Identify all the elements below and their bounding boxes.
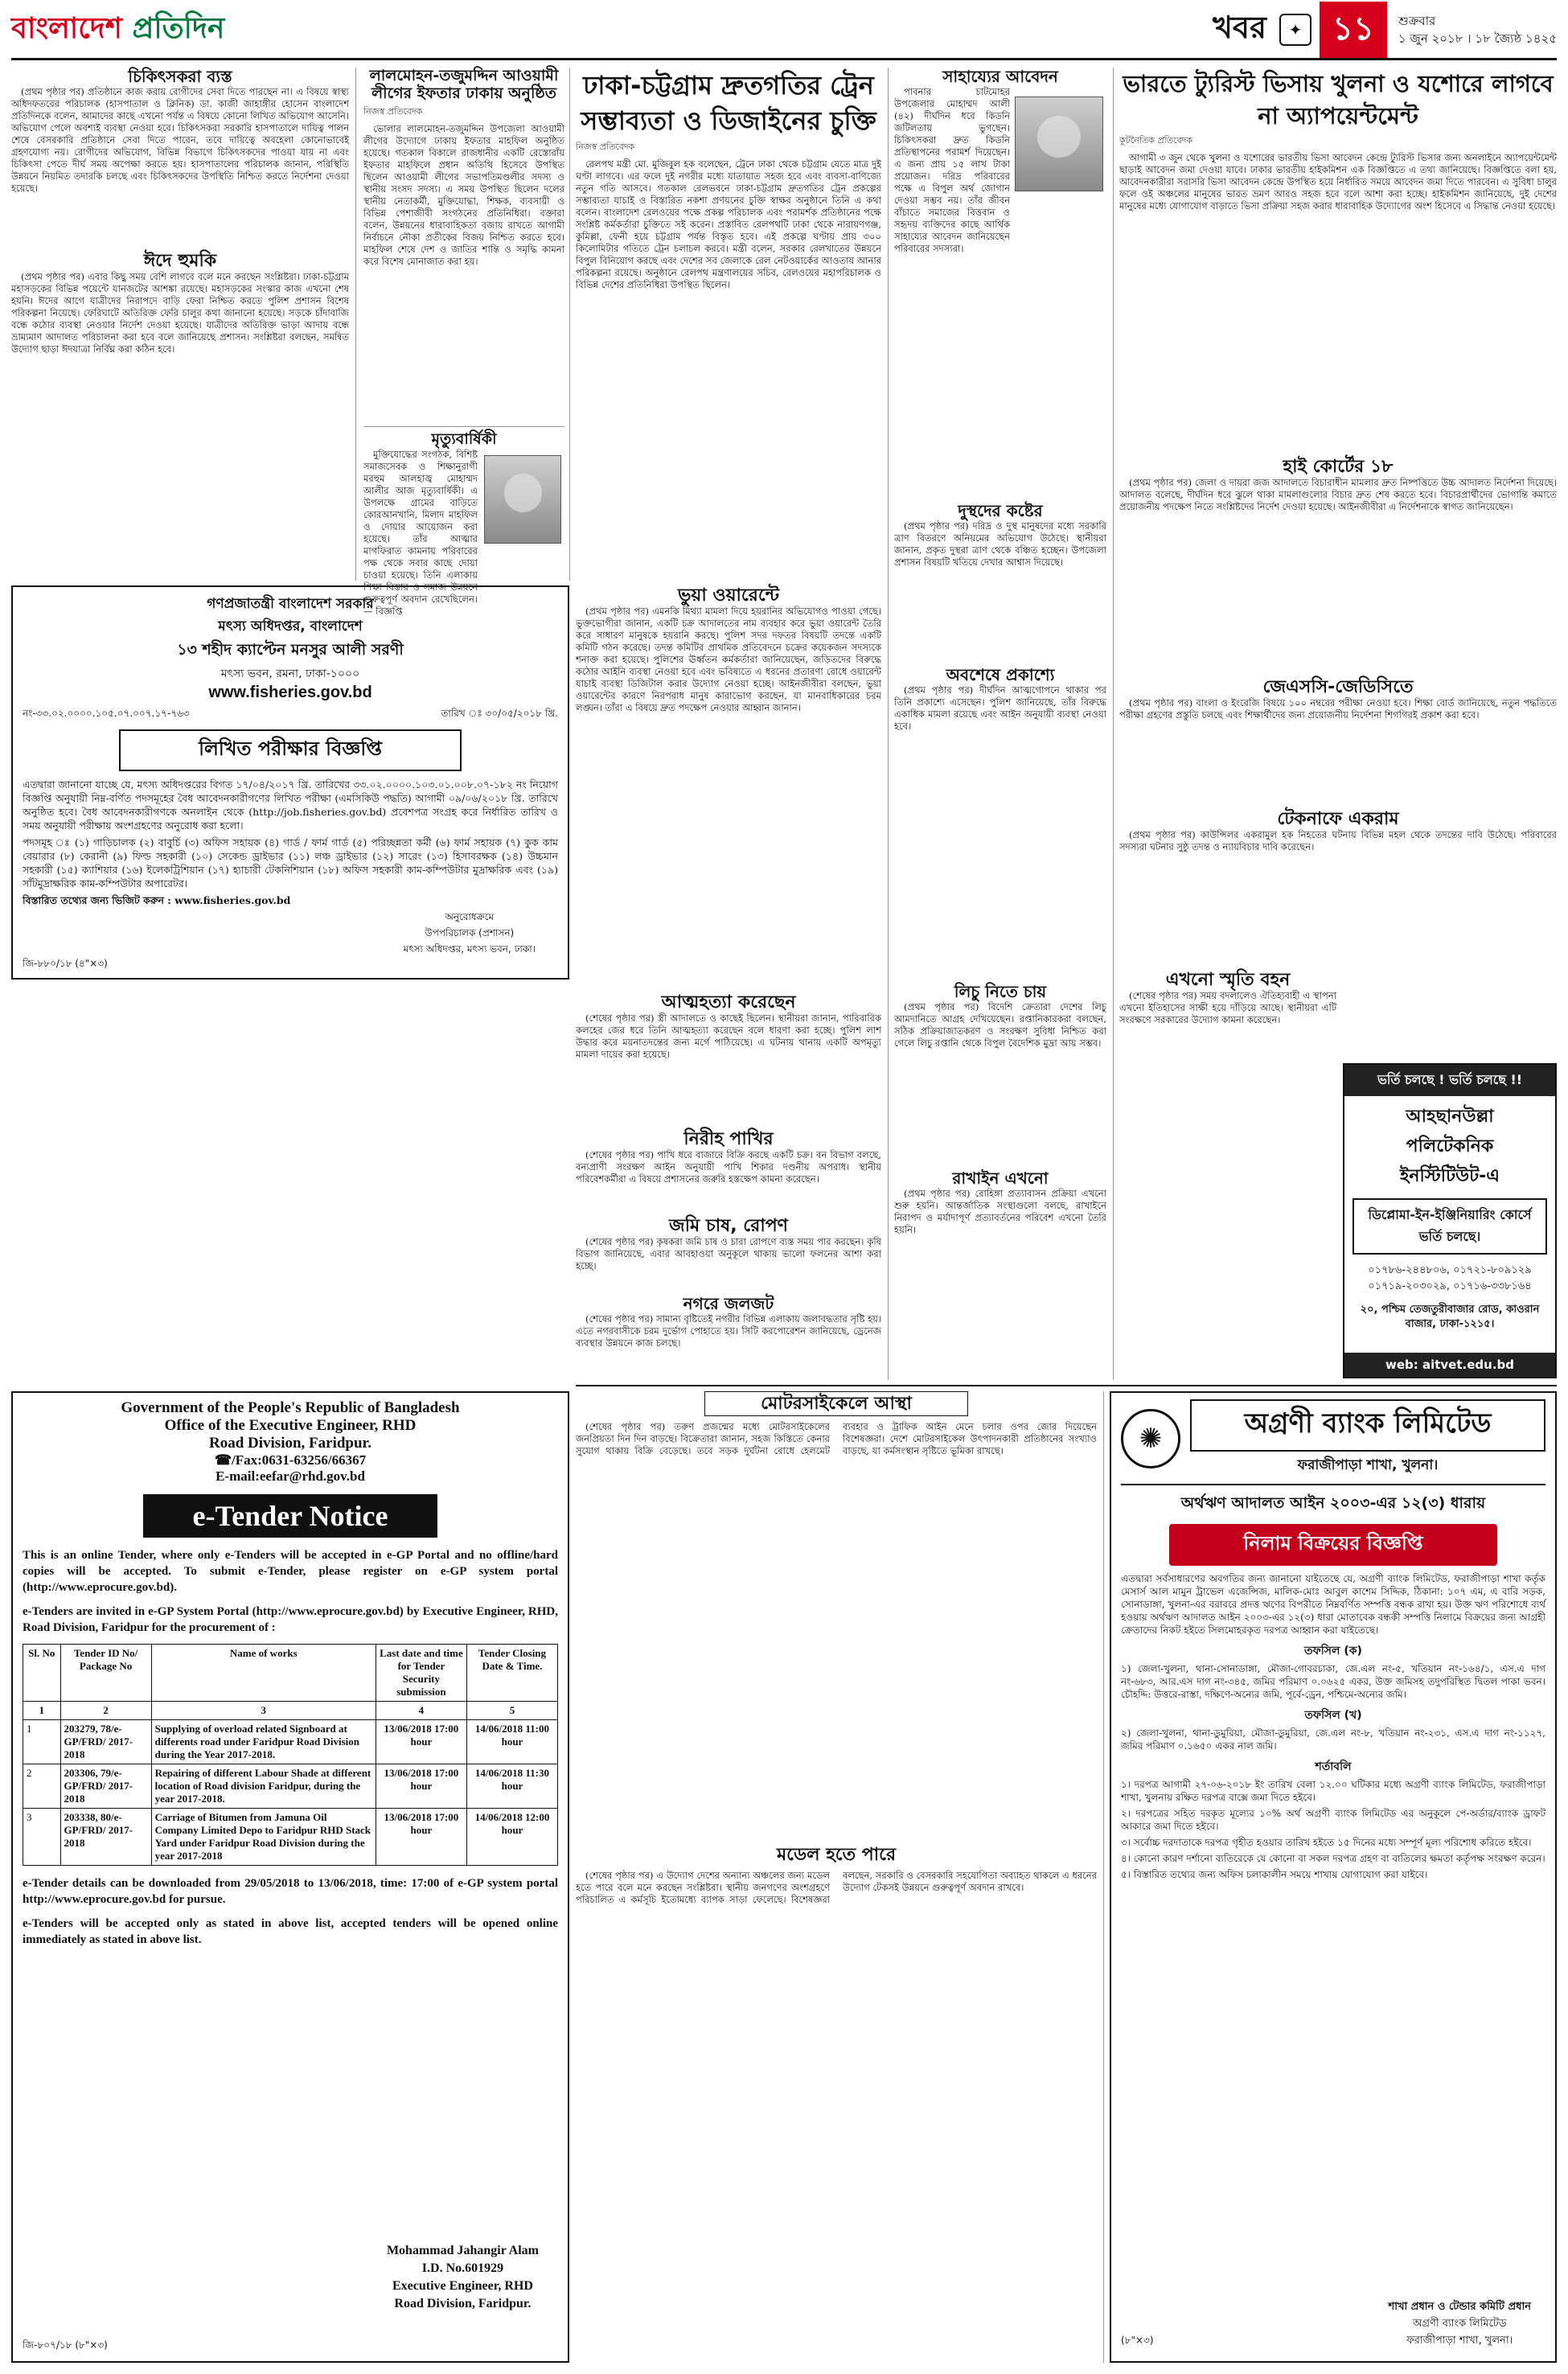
- polytechnic-address: ২০, পশ্চিম তেজতুরীবাজার রোড, কাওরান বাজার, ঢাকা-১২১৫।: [1360, 1304, 1540, 1330]
- cell-last: 13/06/2018 17:00 hour: [376, 1809, 466, 1866]
- list-item: ৩। সর্বোচ্চ দরদাতাকে দরপত্র গৃহীত হওয়ার তারিখ হইতে ১৫ দিনের মধ্যে সম্পূর্ণ মূল্য পরিশোধ করিতে হইবে।: [1121, 1837, 1532, 1848]
- article-text: ভোলার লালমোহন-তজুমদ্দিন উপজেলা আওয়ামী লীগের উদ্যোগে ঢাকায় ইফতার মাহফিল অনুষ্ঠিত হয়েছে। গতকাল বিকালে রাজধানীর একটি রেস্তোরাঁয় ইফতার মাহফিলে প্রধান অতিথি হিসেবে উপস্থিত ছিলেন আওয়ামী লীগের সভাপতিমণ্ডলীর সদস্য ও স্থানীয় সংসদ সদস্য। এ সময় উপস্থিত ছিলেন দলের স্থানীয় নেতাকর্মী, মুক্তিযোদ্ধা, শিক্ষক, ব্যবসায়ী ও বিভিন্ন পেশাজীবী সংগঠনের প্রতিনিধিরা। বক্তারা বলেন, উন্নয়নের ধারাবাহিকতা বজায় রাখতে আগামী নির্বাচনে নৌকা প্রতীকের বিজয় নিশ্চিত করতে হবে। মাহফিল শেষে দেশ ও জাতির শান্তি ও সমৃদ্ধি কামনা করে বিশেষ মোনাজাত করা হয়।: [363, 122, 564, 267]
- headline: টেকনাফে একরাম: [1277, 809, 1399, 829]
- signature-line2: অগ্রণী ব্যাংক লিমিটেড: [1412, 2318, 1507, 2330]
- tender-header: [23, 1399, 558, 1485]
- headline: ঈদে হুমকি: [143, 251, 217, 271]
- article-distressed[interactable]: [894, 502, 1106, 663]
- cell-close: 14/06/2018 12:00 hour: [466, 1809, 557, 1866]
- memo-number: নং-৩৩.০২.০০০০.১০৫.০৭.০০৭.১৭-৭৬৩: [23, 708, 190, 719]
- tender-intro: This is an online Tender, where only e-Tenders will be accepted in e-GP Portal and no offline/hard copies will be accepted. To submit e-Tender, please register on e-GP system portal (http://www.eprocure.gov.bd).: [23, 1549, 558, 1594]
- tender-email[interactable]: E-mail:eefar@rhd.gov.bd: [215, 1468, 365, 1484]
- ad-fisheries-exam[interactable]: [11, 585, 569, 980]
- article-text: (প্রথম পৃষ্ঠার পর) দরিদ্র ও দুস্থ মানুষদের মধ্যে সরকারি ত্রাণ বিতরণে অনিয়মের অভিযোগ উঠেছে। স্থানীয়রা জানান, প্রকৃত দুস্থরা ত্রাণ থেকে বঞ্চিত হচ্ছেন। উপজেলা প্রশাসন বিষয়টি খতিয়ে দেখার আশ্বাস দিয়েছে।: [894, 520, 1106, 568]
- signature-office: Road Division, Faridpur.: [394, 2297, 532, 2310]
- article-jsc[interactable]: [1119, 677, 1557, 806]
- article-fake-warrant[interactable]: [576, 585, 881, 988]
- headline: আত্মহত্যা করেছেন: [661, 992, 796, 1012]
- article-body: [1119, 829, 1557, 853]
- fisheries-signature: [404, 910, 536, 959]
- headline: মৃত্যুবার্ষিকী: [431, 430, 497, 448]
- tender-fax: ☎/Fax:0631-63256/66367: [214, 1452, 367, 1468]
- course-text: ডিপ্লোমা-ইন-ইঞ্জিনিয়ারিং কোর্সে ভর্তি চলছে।: [1353, 1198, 1547, 1255]
- tender-office: Office of the Executive Engineer, RHD: [164, 1417, 417, 1434]
- article-body: [894, 520, 1106, 569]
- details-link[interactable]: বিস্তারিত তথ্যের জন্য ভিজিট করুন : www.fisheries.gov.bd: [23, 894, 291, 906]
- column-divider: [355, 68, 356, 581]
- bank-name-block: [1190, 1399, 1545, 1477]
- column-divider: [1103, 1391, 1104, 2363]
- issue-date-text: ১ জুন ২০১৮ । ১৮ জ্যৈষ্ঠ ১৪২৫: [1398, 31, 1557, 46]
- col-num: 2: [60, 1702, 151, 1720]
- article-text: (প্রথম পৃষ্ঠার পর) জেলা ও দায়রা জজ আদালতে বিচারাধীন মামলার দ্রুত নিষ্পত্তিতে উচ্চ আদালত নির্দেশনা দিয়েছে। আদালত বলেছে, দীর্ঘদিন ধরে ঝুলে থাকা মামলাগুলোর বিচার দ্রুত শেষ করতে হবে। বিচারপ্রার্থীদের ভোগান্তি কমাতে প্রয়োজনীয় পদক্ষেপ নিতে সংশ্লিষ্টদের নির্দেশ দেওয়া হয়েছে। আইনজীবীরা এ নির্দেশনাকে স্বাগত জানিয়েছেন।: [1119, 477, 1557, 513]
- bank-header: [1121, 1399, 1545, 1485]
- list-item: ২। দরপত্রের সহিত দরকৃত মূল্যের ১০% অর্থ অগ্রণী ব্যাংক লিমিটেড এর অনুকূলে পে-অর্ডার/ব্যাংক ড্রাফট আকারে জমা দিতে হইবে।: [1121, 1808, 1545, 1832]
- article-birds[interactable]: [576, 1129, 881, 1214]
- fisheries-website[interactable]: www.fisheries.gov.bd: [208, 684, 372, 701]
- article-body: [576, 1012, 881, 1061]
- article-body: [894, 684, 1106, 733]
- signature-title: Executive Engineer, RHD: [392, 2279, 533, 2293]
- page-number: ১১: [1320, 2, 1387, 59]
- signature-id: I.D. No.601929: [421, 2261, 504, 2275]
- polytechnic-name-line2: পলিটেকনিক: [1406, 1136, 1494, 1156]
- memo-date: তারিখ ঃ ৩০/০৫/২০১৮ খ্রি.: [441, 708, 558, 719]
- admission-banner: ভর্তি চলছে ! ভর্তি চলছে !!: [1344, 1065, 1555, 1096]
- tender-table: [23, 1644, 558, 1866]
- column-divider: [1113, 68, 1114, 1380]
- article-lichi[interactable]: [894, 983, 1106, 1166]
- signature-line1: শাখা প্রধান ও টেন্ডার কমিটি প্রধান: [1388, 2301, 1531, 2313]
- headline: ঢাকা-চট্টগ্রাম দ্রুতগতির ট্রেন সম্ভাব্যতা ও ডিজাইনের চুক্তি: [581, 70, 876, 136]
- list-item: ৫। বিস্তারিত তথ্যের জন্য অফিস চলাকালীন সময়ে শাখায় যোগাযোগ করা যাইবে।: [1121, 1869, 1428, 1880]
- article-text: মুক্তিযোদ্ধের সংগঠক, বিশিষ্ট সমাজসেবক ও শিক্ষানুরাগী মরহুম আলহাজ্ব মোহাম্মদ আলীর আজ মৃত্যুবার্ষিকী। এ উপলক্ষে গ্রামের বাড়িতে কোরআনখানি, মিলাদ মাহফিল ও দোয়ার আয়োজন করা হয়েছে। তাঁর আত্মার মাগফিরাত কামনায় পরিবারের পক্ষ থেকে সবার কাছে দোয়া চাওয়া হয়েছে। তিনি এলাকায় শিক্ষা বিস্তার ও সমাজ উন্নয়নে গুরুত্বপূর্ণ অবদান রেখেছিলেন। — বিজ্ঞপ্তি: [363, 448, 478, 617]
- cell-id: 203338, 80/e-GP/FRD/ 2017-2018: [60, 1809, 151, 1866]
- article-suicide[interactable]: [576, 992, 881, 1126]
- headline: জমি চাষ, রোপণ: [669, 1216, 788, 1236]
- department-address-2: মৎস্য ভবন, রমনা, ঢাকা-১০০০: [220, 667, 360, 680]
- cell-name: Repairing of different Labour Shade at different location of Road division Faridpur, during the year 2017-2018.: [151, 1764, 376, 1809]
- article-body: [576, 1313, 881, 1349]
- headline: ভারতে ট্যুরিস্ট ভিসায় খুলনা ও যশোরে লাগবে না অ্যাপয়েন্টমেন্ট: [1123, 70, 1554, 129]
- article-body: [894, 1001, 1106, 1049]
- article-india-visa[interactable]: [1119, 68, 1557, 454]
- article-text: (প্রথম পৃষ্ঠার পর) এমনকি মিথ্যা মামলা দিয়ে হয়রানির অভিযোগও পাওয়া গেছে। ভুক্তভোগীরা জানান, একটি চক্র আদালতের নাম ব্যবহার করে ভুয়া ওয়ারেন্ট তৈরি করে সাধারণ মানুষকে হয়রানি করছে। পুলিশ সদর দফতর বিষয়টি তদন্তে একটি কমিটি গঠন করেছে। তদন্ত কমিটির প্রাথমিক প্রতিবেদনে চক্রের কয়েকজন সদস্যকে শনাক্ত করা হয়েছে। পুলিশের ঊর্ধ্বতন কর্মকর্তারা জানিয়েছেন, জড়িতদের বিরুদ্ধে কঠোর আইনি ব্যবস্থা নেওয়া হবে এবং ভবিষ্যতে এ ধরনের প্রতারণা রোধে ওয়ারেন্ট যাচাই ব্যবস্থা ডিজিটাল করার উদ্যোগ নেওয়া হচ্ছে। আইনজীবীরা বলছেন, ভুয়া ওয়ারেন্টের কারণে নিরপরাধ মানুষ কারাভোগ করছেন, যা মানবাধিকারের চরম লঙ্ঘন। তাঁরা এ বিষয়ে দ্রুত পদক্ষেপ নেওয়ার আহ্বান জানান।: [576, 606, 881, 714]
- col-header-id: Tender ID No/ Package No: [60, 1645, 151, 1702]
- ad-code: জি-৮০৭/১৮ (৮"×৩): [23, 2339, 108, 2351]
- memo-line: [23, 707, 558, 723]
- article-body: [1119, 152, 1557, 212]
- headline: নিরীহ পাখির: [683, 1129, 774, 1149]
- tender-signature: [387, 2242, 539, 2313]
- schedule-ka-title: তফসিল (ক): [1304, 1645, 1362, 1657]
- article-help-appeal[interactable]: [894, 68, 1106, 499]
- tender-division: Road Division, Faridpur.: [208, 1435, 371, 1452]
- article-body: [576, 1236, 881, 1272]
- auction-title: নিলাম বিক্রয়ের বিজ্ঞপ্তি: [1169, 1524, 1497, 1566]
- ad-agrani-bank-auction[interactable]: [1110, 1391, 1557, 2363]
- signature-line1: অনুরোধক্রমে: [445, 911, 495, 922]
- tender-download-info: e-Tender details can be downloaded from 29/05/2018 to 13/06/2018, time: 17:00 of e-GP system portal http://www.eprocure.gov.bd for pursue.: [23, 1877, 558, 1906]
- article-memory[interactable]: [1119, 970, 1336, 1378]
- cell-name: Carriage of Bitumen from Jamuna Oil Company Limited Depo to Faridpur RHD Stack Yard under Faridpur Road Division during the year 2017-2018: [151, 1809, 376, 1866]
- headline: অবশেষে প্রকাশ্যে: [946, 665, 1055, 684]
- article-text: (প্রথম পৃষ্ঠার পর) দীর্ঘদিন আত্মগোপনে থাকার পর তিনি প্রকাশ্যে এসেছেন। পুলিশ জানিয়েছে, তাঁর বিরুদ্ধে একাধিক মামলা রয়েছে এবং আইন অনুযায়ী ব্যবস্থা নেওয়া হবে।: [894, 684, 1106, 732]
- cell-name: Supplying of overload related Signboard at differents road under Faridpur Road Division during the Year 2017-2018.: [151, 1720, 376, 1764]
- conditions-title: শর্তাবলি: [1315, 1760, 1352, 1773]
- article-body: [576, 1421, 1097, 1459]
- cell-sl: 1: [23, 1720, 61, 1764]
- article-doctors[interactable]: [11, 68, 349, 246]
- bank-name: অগ্রণী ব্যাংক লিমিটেড: [1190, 1399, 1545, 1452]
- ad-polytechnic[interactable]: [1343, 1063, 1557, 1378]
- headline: মডেল হতে পারে: [776, 1845, 897, 1865]
- article-body: [576, 1149, 881, 1185]
- article-body: [11, 271, 349, 355]
- polytechnic-name: [1344, 1096, 1555, 1198]
- section-title: খবর: [1212, 10, 1266, 45]
- table-row: [23, 1764, 558, 1809]
- article-text: (প্রথম পৃষ্ঠার পর) বাংলা ও ইংরেজি বিষয়ে ১০০ নম্বরের পরীক্ষা নেওয়া হবে। শিক্ষা বোর্ড জানিয়েছে, নতুন পদ্ধতিতে পরীক্ষা গ্রহণের প্রস্তুতি চলছে এবং শিক্ষার্থীদের জন্য প্রয়োজনীয় নির্দেশনা শিগগিরই প্রকাশ করা হবে।: [1119, 697, 1557, 721]
- section-divider: [576, 1385, 1557, 1386]
- headline: জেএসসি-জেডিসিতে: [1262, 677, 1414, 697]
- article-model[interactable]: [576, 1845, 1097, 2363]
- list-item: ৪। কোনো কারণ দর্শানো ব্যতিরেকে যে কোনো বা সকল দরপত্র গ্রহণ বা বাতিলের ক্ষমতা কর্তৃপক্ষ সংরক্ষণ করেন।: [1121, 1853, 1545, 1864]
- article-body: [576, 1870, 1097, 1906]
- headline: মোটরসাইকেলে আস্থা: [704, 1391, 968, 1416]
- logo-green-text: প্রতিদিন: [132, 12, 225, 45]
- ad-code: জি-৮৮০/১৮ (৪"×৩): [23, 958, 108, 969]
- article-eid-threat[interactable]: [11, 251, 349, 576]
- ad-code: (৮"×৩): [1121, 2335, 1154, 2346]
- phone-numbers[interactable]: ০১৭৮৬-২৪৪৮০৬, ০১৭২১-৮০৯১২৯ ০১৭১৯-২০৩০২৯, ০১৭১৬-৩৩৮১৬৪: [1368, 1264, 1532, 1292]
- col-header-closing: Tender Closing Date & Time.: [466, 1645, 557, 1702]
- col-header-last-date: Last date and time for Tender Security submission: [376, 1645, 466, 1702]
- department-address: ১৩ শহীদ ক্যাপ্টেন মনসুর আলী সরণী: [177, 641, 404, 659]
- tender-title: e-Tender Notice: [143, 1494, 437, 1538]
- gov-name: গণপ্রজাতন্ত্রী বাংলাদেশ সরকার: [207, 596, 374, 612]
- byline: নিজস্ব প্রতিবেদক: [363, 105, 423, 117]
- newspaper-logo[interactable]: [11, 6, 224, 55]
- headline: ভুয়া ওয়ারেন্টে: [677, 585, 779, 606]
- department-name: মৎস্য অধিদপ্তর, বাংলাদেশ: [218, 618, 363, 635]
- posts-list: পদসমূহ ঃ (১) গাড়িচালক (২) বাবুর্চি (৩) অফিস সহায়ক (৪) গার্ড / ফার্ম গার্ড (৫) পরিচ্ছন্নতা কর্মী (৬) ফার্ম সহায়ক (৭) কুক কাম বেয়ারার (৮) কেরানী (৯) ফিল্ড সহকারী (১০) সেকেন্ড ড্রাইভার (১১) লঞ্চ ড্রাইভার (১২) সারেং (১৩) হিসাবরক্ষক (১৪) উচ্চমান সহকারী (১৫) ক্যাশিয়ার (১৬) ইলেকট্রিশিয়ান (১৭) হ্যাচারী টেকনিশিয়ান (১৮) অফিস সহকারী কাম-কম্পিউটার মুদ্রাক্ষরিক এবং (১৯) সাঁটমুদ্রাক্ষরিক কাম-কম্পিউটার অপারেটর।: [23, 836, 558, 889]
- headline: লিচু নিতে চায়: [954, 982, 1047, 1001]
- article-text: রেলপথ মন্ত্রী মো. মুজিবুল হক বলেছেন, ট্রেনে ঢাকা থেকে চট্টগ্রাম যেতে মাত্র দুই ঘণ্টা লাগবে। এর ফলে দুই নগরীর মধ্যে যাতায়াত সহজ হবে এবং ব্যবসা-বাণিজ্যে নতুন গতি আসবে। গতকাল রেলভবনে ঢাকা-চট্টগ্রাম দ্রুতগতির ট্রেন প্রকল্পের সম্ভাব্যতা যাচাই ও বিস্তারিত নকশা প্রণয়নের চুক্তি স্বাক্ষর অনুষ্ঠানে তিনি এ কথা বলেন। বাংলাদেশ রেলওয়ের পক্ষে প্রকল্প পরিচালক এবং পরামর্শক প্রতিষ্ঠানের পক্ষে সংশ্লিষ্ট কর্মকর্তারা চুক্তিতে সই করেন। প্রস্তাবিত রেলপথটি ঢাকা থেকে নারায়ণগঞ্জ, কুমিল্লা, ফেনী হয়ে চট্টগ্রাম পর্যন্ত বিস্তৃত হবে। এই প্রকল্পে ঘণ্টায় প্রায় ৩০০ কিলোমিটার গতিতে ট্রেন চলাচল করবে। মন্ত্রী বলেন, সরকার রেলখাতের উন্নয়নে বিপুল বিনিয়োগ করছে এবং দেশের সব জেলাকে রেল নেটওয়ার্কের আওতায় আনার পরিকল্পনা রয়েছে। অনুষ্ঠানে রেলপথ মন্ত্রণালয়ের সচিব, রেলওয়ের মহাপরিচালক ও বিভিন্ন দেশের প্রতিনিধিরা উপস্থিত ছিলেন।: [576, 158, 881, 290]
- article-text: (শেষের পৃষ্ঠার পর) সময় বদলালেও ঐতিহ্যবাহী এ স্থাপনা এখনো ইতিহাসের সাক্ষী হয়ে দাঁড়িয়ে আছে। স্থানীয়রা এটি সংরক্ষণে সরকারের উদ্যোগ কামনা করেছেন।: [1119, 990, 1336, 1026]
- article-text: (শেষের পৃষ্ঠার পর) স্ত্রী আদালতে ও কাছেই ছিলেন। স্থানীয়রা জানান, পারিবারিক কলহের জের ধরে তিনি আত্মহত্যা করেছেন বলে ধারণা করা হচ্ছে। পুলিশ লাশ উদ্ধার করে ময়নাতদন্তের জন্য মর্গে পাঠিয়েছে। এ ঘটনায় থানায় একটি অপমৃত্যু মামলা দায়ের করা হয়েছে।: [576, 1012, 881, 1061]
- signature-line3: মৎস্য অধিদপ্তর, মৎস্য ভবন, ঢাকা।: [403, 943, 536, 955]
- headline: সাহায্যের আবেদন: [942, 67, 1058, 86]
- col-header-sl: Sl. No: [23, 1645, 61, 1702]
- signature-line2: উপপরিচালক (প্রশাসন): [425, 927, 515, 939]
- schedule-ka-text: ১) জেলা-খুলনা, থানা-সোনাডাঙ্গা, মৌজা-গোবরচাকা, জে.এল নং-৫, খতিয়ান নং-১৬৪/১, এস.এ দাগ নং-৬৮৩, আর.এস দাগ নং-৩৪৫, জমির পরিমাণ ০.০৬২৫ একর, উক্ত জমিসহ তদুপরিস্থিত দ্বিতল পাকা ভবন। চৌহদ্দি: উত্তরে-রাস্তা, দক্ষিণে-অন্যের জমি, পূর্বে-ড্রেন, পশ্চিমে-অন্যের জমি।: [1121, 1663, 1545, 1700]
- col-num: 4: [376, 1702, 466, 1720]
- headline: রাখাইন এখনো: [952, 1169, 1049, 1188]
- table-header-row: [23, 1645, 558, 1702]
- cell-id: 203306, 79/e-GP/FRD/ 2017-2018: [60, 1764, 151, 1809]
- article-body: [576, 158, 881, 291]
- article-text: আগামী ৩ জুন থেকে খুলনা ও যশোরের ভারতীয় ভিসা আবেদন কেন্দ্রে ট্যুরিস্ট ভিসার জন্য অনলাইনে অ্যাপয়েন্টমেন্ট ছাড়াই আবেদন জমা দেওয়া যাবে। ঢাকার ভারতীয় হাইকমিশন এক বিজ্ঞপ্তিতে এ তথ্য জানিয়েছে। বিজ্ঞপ্তিতে বলা হয়, আবেদনকারীরা সরাসরি ভিসা আবেদন কেন্দ্রে উপস্থিত হয়ে নির্ধারিত সময়ে আবেদন জমা দিতে পারবেন। এ সুবিধা চালুর ফলে ওই অঞ্চলের মানুষের ভারত ভ্রমণ আরও সহজ হবে বলে আশা করা হচ্ছে। হাইকমিশন জানিয়েছে, দুই দেশের মানুষের মধ্যে যোগাযোগ বাড়াতে ভিসা প্রক্রিয়া সহজ করার ধারাবাহিক উদ্যোগের অংশ হিসেবে এ সিদ্ধান্ত নেওয়া হয়েছে।: [1119, 152, 1557, 212]
- article-rakhine[interactable]: [894, 1169, 1106, 1378]
- article-text: (প্রথম পৃষ্ঠার পর) রোহিঙ্গা প্রত্যাবাসন প্রক্রিয়া এখনো শুরু হয়নি। আন্তর্জাতিক সংস্থাগুলো বলছে, রাখাইনে নিরাপদ ও মর্যাদাপূর্ণ প্রত্যাবর্তনের পরিবেশ এখনো তৈরি হয়নি।: [894, 1188, 1106, 1235]
- auction-intro: এতদ্বারা সর্বসাধারণের অবগতির জন্য জানানো যাইতেছে যে, অগ্রণী ব্যাংক লিমিটেড, ফরাজীপাড়া শাখা কর্তৃক মেসার্স আল মামুন ট্রাভেল এজেন্সিজ, মালিক-মোঃ আবুল কাশেম সিদ্দিক, ঠিকানা: ১০৭ এম, এ বারি সড়ক, সোনাডাঙ্গা, খুলনা-এর বরাবরে প্রদত্ত ঋণের বিপরীতে নিম্নবর্ণিত সম্পত্তি বন্ধক রাখা হয়। উক্ত ঋণ পরিশোধে ব্যর্থ হওয়ায় অর্থঋণ আদালত আইন ২০০৩-এর ১২(৩) ধারা মোতাবেক বন্ধকী সম্পত্তি নিলামে বিক্রয়ের জন্য আগ্রহী ক্রেতাদের নিকট হইতে সিলমোহরকৃত দরপত্র আহ্বান করা যাইতেছে।: [1121, 1573, 1545, 1636]
- article-text: (শেষের পৃষ্ঠার পর) এ উদ্যোগ দেশের অন্যান্য অঞ্চলের জন্য মডেল হতে পারে বলে মনে করছেন সংশ্লিষ্টরা। স্থানীয় জনগণের অংশগ্রহণে পরিচালিত এ কর্মসূচি ইতোমধ্যে ব্যাপক সাড়া ফেলেছে। বিশেষজ্ঞরা বলছেন, সরকারি ও বেসরকারি সহযোগিতা অব্যাহত থাকলে এ ধরনের উদ্যোগ টেকসই উন্নয়নে গুরুত্বপূর্ণ অবদান রাখবে।: [576, 1870, 1097, 1906]
- law-reference: অর্থঋণ আদালত আইন ২০০৩-এর ১২(৩) ধারায়: [1180, 1494, 1486, 1512]
- polytechnic-name-line1: আহছানউল্লা: [1406, 1107, 1494, 1127]
- portrait-photo: [484, 455, 561, 544]
- article-motorcycle[interactable]: [576, 1391, 1097, 1842]
- article-text: (শেষের পৃষ্ঠার পর) পাখি ধরে বাজারে বিক্রি করছে একটি চক্র। বন বিভাগ বলছে, বন্যপ্রাণী সংরক্ষণ আইন অনুযায়ী পাখি শিকার দণ্ডনীয় অপরাধ। স্থানীয় পরিবেশকর্মীরা এ বিষয়ে প্রশাসনের জরুরি হস্তক্ষেপ কামনা করেছেন।: [576, 1149, 881, 1185]
- table-row: [23, 1720, 558, 1764]
- article-teknaf[interactable]: [1119, 809, 1557, 967]
- cell-last: 13/06/2018 17:00 hour: [376, 1764, 466, 1809]
- headline: লালমোহন-তজুমদ্দিন আওয়ামী লীগের ইফতার ঢাকায় অনুষ্ঠিত: [369, 67, 559, 102]
- bank-signature: [1389, 2299, 1532, 2350]
- issue-day: শুক্রবার: [1398, 14, 1436, 28]
- fisheries-header: [23, 594, 558, 702]
- article-body: [894, 86, 1010, 255]
- bank-logo-icon: ✺: [1121, 1409, 1180, 1468]
- issue-date: [1398, 12, 1557, 47]
- article-train-contract[interactable]: [576, 68, 881, 582]
- article-text: (প্রথম পৃষ্ঠার পর) বিদেশি ক্রেতারা দেশের লিচু আমদানিতে আগ্রহ দেখিয়েছেন। রপ্তানিকারকরা বলছেন, সঠিক প্রক্রিয়াজাতকরণ ও সংরক্ষণ সুবিধা নিশ্চিত করা গেলে লিচু রপ্তানি থেকে বিপুল বৈদেশিক মুদ্রা আয় সম্ভব।: [894, 1001, 1106, 1049]
- article-high-court[interactable]: [1119, 457, 1557, 674]
- list-item: ১। দরপত্র আগামী ২৭-০৬-২০১৮ ইং তারিখ বেলা ১২.০০ ঘটিকার মধ্যে অগ্রণী ব্যাংক লিমিটেড, ফরাজীপাড়া শাখা, খুলনায় রক্ষিত দরপত্র বাক্সে জমা দিতে হইবে।: [1121, 1779, 1545, 1803]
- article-text: (প্রথম পৃষ্ঠার পর) এবার কিছু সময় বেশি লাগবে বলে মনে করছেন সংশ্লিষ্টরা। ঢাকা-চট্টগ্রাম মহাসড়কের বিভিন্ন পয়েন্টে যানজটের আশঙ্কা রয়েছে। মহাসড়কের সংস্কার কাজ এখনো শেষ হয়নি। ঈদের আগে যাত্রীদের নিরাপদে বাড়ি ফেরা নিশ্চিত করতে পুলিশ প্রশাসন বিশেষ পরিকল্পনা নিয়েছে। ফেরিঘাটে অতিরিক্ত ফেরি চালুর কথা জানানো হয়েছে। সড়কে চাঁদাবাজি বন্ধে কঠোর ব্যবস্থা নেওয়ার নির্দেশ দেওয়া হয়েছে। যাত্রীদের অতিরিক্ত ভাড়া আদায় বন্ধে ভ্রাম্যমাণ আদালত পরিচালনা করা হবে বলে জানিয়েছে প্রশাসন। সংশ্লিষ্টরা বলছেন, সমন্বিত উদ্যোগ ছাড়া ঈদযাত্রা নির্বিঘ্ন করা কঠিন হবে।: [11, 271, 349, 355]
- notice-body: এতদ্বারা জানানো যাচ্ছে যে, মৎস্য অধিদপ্তরের বিগত ১৭/০৪/২০১৭ খ্রি. তারিখের ৩৩.০২.০০০০.১০৩.০১.০০৮.০৭-১৮২ নং নিয়োগ বিজ্ঞপ্তি অনুযায়ী নিম্ন-বর্ণিত পদসমূহের বৈধ আবেদনকারীগণের লিখিত পরীক্ষা (এমসিকিউ পদ্ধতি) আগামী ০৯/০৬/২০১৮ খ্রি. তারিখে অনুষ্ঠিত হবে। বৈধ আবেদনকারীগণকে অনলাইন থেকে (http://job.fisheries.gov.bd) প্রবেশপত্র সংগ্রহ করে নির্ধারিত তারিখ ও সময় অনুযায়ী পরীক্ষায় অংশগ্রহণের অনুরোধ করা হলো।: [23, 778, 558, 832]
- headline: নগরে জলজট: [683, 1294, 774, 1313]
- signature-line3: ফরাজীপাড়া শাখা, খুলনা।: [1406, 2335, 1513, 2347]
- table-row: [23, 1809, 558, 1866]
- byline: কূটনৈতিক প্রতিবেদক: [1119, 135, 1193, 146]
- conditions-list: [1121, 1778, 1545, 1881]
- cell-close: 14/06/2018 11:30 hour: [466, 1764, 557, 1809]
- section-divider: [363, 426, 564, 427]
- byline: নিজস্ব প্রতিবেদক: [576, 142, 635, 152]
- masthead-right: [1213, 6, 1557, 53]
- column-divider: [569, 68, 570, 581]
- article-text: পাবনার চাটমোহর উপজেলার মোহাম্মদ আলী (৪২) দীর্ঘদিন ধরে কিডনি জটিলতায় ভুগছেন। চিকিৎসকরা দ্রুত কিডনি প্রতিস্থাপনের পরামর্শ দিয়েছেন। এ জন্য প্রায় ১৫ লাখ টাকা প্রয়োজন। দরিদ্র পরিবারের পক্ষে এ বিপুল অর্থ জোগান দেওয়া সম্ভব নয়। তাঁর জীবন বাঁচাতে সমাজের বিত্তবান ও সহৃদয় ব্যক্তিদের কাছে আর্থিক সাহায্যের আবেদন জানিয়েছেন পরিবারের সদস্যরা।: [894, 86, 1010, 254]
- masthead: [11, 6, 1557, 55]
- tender-accept-info: e-Tenders will be accepted only as stated in above list, accepted tenders will be opened online immediately as stated in above list.: [23, 1917, 558, 1946]
- logo-red-text: বাংলাদেশ: [11, 12, 122, 45]
- cell-sl: 2: [23, 1764, 61, 1809]
- article-land-farming[interactable]: [576, 1216, 881, 1292]
- column-divider: [888, 68, 889, 1380]
- cell-last: 13/06/2018 17:00 hour: [376, 1720, 466, 1764]
- polytechnic-name-line3: ইনস্টিটিউট-এ: [1399, 1166, 1500, 1186]
- article-body: [11, 86, 349, 195]
- article-body: [576, 606, 881, 714]
- headline: চিকিৎসকরা ব্যস্ত: [128, 67, 232, 86]
- article-lalmohan[interactable]: [363, 68, 564, 421]
- cell-sl: 3: [23, 1809, 61, 1866]
- section-emblem-icon: ✦: [1279, 14, 1311, 46]
- tender-gov: Government of the People's Republic of Bangladesh: [121, 1399, 460, 1416]
- col-num: 5: [466, 1702, 557, 1720]
- schedule-kha-text: ২) জেলা-খুলনা, থানা-ডুমুরিয়া, মৌজা-ডুমুরিয়া, জে.এল নং-৮, খতিয়ান নং-২৩১, এস.এ দাগ নং-১১২৭, জমির পরিমাণ ০.১৬৫০ একর নাল জমি।: [1121, 1727, 1545, 1752]
- article-text: (শেষের পৃষ্ঠার পর) সামান্য বৃষ্টিতেই নগরীর বিভিন্ন এলাকায় জলাবদ্ধতার সৃষ্টি হয়। এতে নগরবাসীকে চরম দুর্ভোগ পোহাতে হয়। সিটি করপোরেশন জানিয়েছে, ড্রেনেজ ব্যবস্থার উন্নয়নে কাজ চলছে।: [576, 1313, 881, 1349]
- col-num: 3: [151, 1702, 376, 1720]
- article-text: (প্রথম পৃষ্ঠার পর) প্রতিষ্ঠানে কাজ করায় রোগীদের সেবা দিতে পারছেন না। এ বিষয়ে স্বাস্থ্য অধিদফতরের পরিচালক (হাসপাতাল ও ক্লিনিক) ডা. কাজী জাহাঙ্গীর হোসেন বাংলাদেশ প্রতিদিনকে বলেন, আমাদের কাছে এখনো পর্যন্ত এ বিষয়ে কোনো লিখিত অভিযোগ আসেনি। অভিযোগ পেলে অবশ্যই ব্যবস্থা নেওয়া হবে। চিকিৎসকরা সরকারি হাসপাতালে দায়িত্ব পালন শেষে বেসরকারি প্রতিষ্ঠানে সেবা দিতে পারেন, তবে দায়িত্বে অবহেলা কোনোভাবেই গ্রহণযোগ্য নয়। রোগীদের অভিযোগ, বিভিন্ন বিভাগে চিকিৎসকদের পাওয়া যায় না এবং চিকিৎসা পেতে দীর্ঘ সময় অপেক্ষা করতে হয়। হাসপাতালের পরিচালক জানান, পরিস্থিতি উন্নয়নে নিয়মিত তদারকি চলছে এবং চিকিৎসকদের উপস্থিতি নিশ্চিত করতে নির্দেশনা দেওয়া হয়েছে।: [11, 86, 349, 194]
- cell-close: 14/06/2018 11:00 hour: [466, 1720, 557, 1764]
- article-text: (শেষের পৃষ্ঠার পর) কৃষকরা জমি চাষ ও চারা রোপণে ব্যস্ত সময় পার করছেন। কৃষি বিভাগ জানিয়েছে, এবার আবহাওয়া অনুকূলে থাকায় ভালো ফলনের আশা করা হচ্ছে।: [576, 1236, 881, 1272]
- cell-id: 203279, 78/e-GP/FRD/ 2017-2018: [60, 1720, 151, 1764]
- ad-e-tender[interactable]: [11, 1391, 569, 2363]
- article-body: [1119, 477, 1557, 513]
- polytechnic-website[interactable]: web: aitvet.edu.bd: [1344, 1353, 1555, 1377]
- article-death-anniversary[interactable]: [363, 430, 564, 617]
- article-body: [1119, 697, 1557, 721]
- masthead-rule: [11, 58, 1557, 60]
- article-body: [363, 123, 564, 268]
- col-num: 1: [23, 1702, 61, 1720]
- bank-branch: ফরাজীপাড়া শাখা, খুলনা।: [1297, 1457, 1439, 1473]
- article-finally-public[interactable]: [894, 666, 1106, 980]
- schedule-kha-title: তফসিল (খ): [1304, 1709, 1362, 1722]
- headline: হাই কোর্টের ১৮: [1283, 457, 1394, 477]
- tender-invite: e-Tenders are invited in e-GP System Portal (http://www.eprocure.gov.bd) by Executive Engineer, RHD, Road Division, Faridpur for the procurement of :: [23, 1605, 558, 1634]
- table-number-row: [23, 1702, 558, 1720]
- article-body: [1119, 990, 1336, 1026]
- signature-name: Mohammad Jahangir Alam: [386, 2244, 539, 2257]
- patient-photo: [1015, 97, 1103, 191]
- col-header-name: Name of works: [151, 1645, 376, 1702]
- article-body: [894, 1188, 1106, 1236]
- article-city-waterlogging[interactable]: [576, 1295, 881, 1378]
- article-text: (শেষের পৃষ্ঠার পর) তরুণ প্রজন্মের মধ্যে মোটরসাইকেলের জনপ্রিয়তা দিন দিন বাড়ছে। বিক্রেতারা জানান, সহজ কিস্তিতে কেনার সুযোগ থাকায় বিক্রি বেড়েছে। তবে সড়ক দুর্ঘটনা রোধে হেলমেট ব্যবহার ও ট্রাফিক আইন মেনে চলার ওপর জোর দিয়েছেন বিশেষজ্ঞরা। দেশে মোটরসাইকেল উৎপাদনকারী প্রতিষ্ঠানের সংখ্যাও বাড়ছে, যা কর্মসংস্থান সৃষ্টিতে ভূমিকা রাখছে।: [576, 1421, 1097, 1457]
- headline: দুস্থদের কষ্টের: [958, 501, 1043, 520]
- notice-title: লিখিত পরীক্ষার বিজ্ঞপ্তি: [119, 729, 462, 771]
- headline: এখনো স্মৃতি বহন: [1165, 970, 1291, 990]
- article-text: (প্রথম পৃষ্ঠার পর) কাউন্সিলর একরামুল হক নিহতের ঘটনায় বিভিন্ন মহল থেকে তদন্তের দাবি উঠেছে। পরিবারের সদস্যরা ঘটনার সুষ্ঠু তদন্ত ও ন্যায়বিচার দাবি করেছেন।: [1119, 829, 1557, 853]
